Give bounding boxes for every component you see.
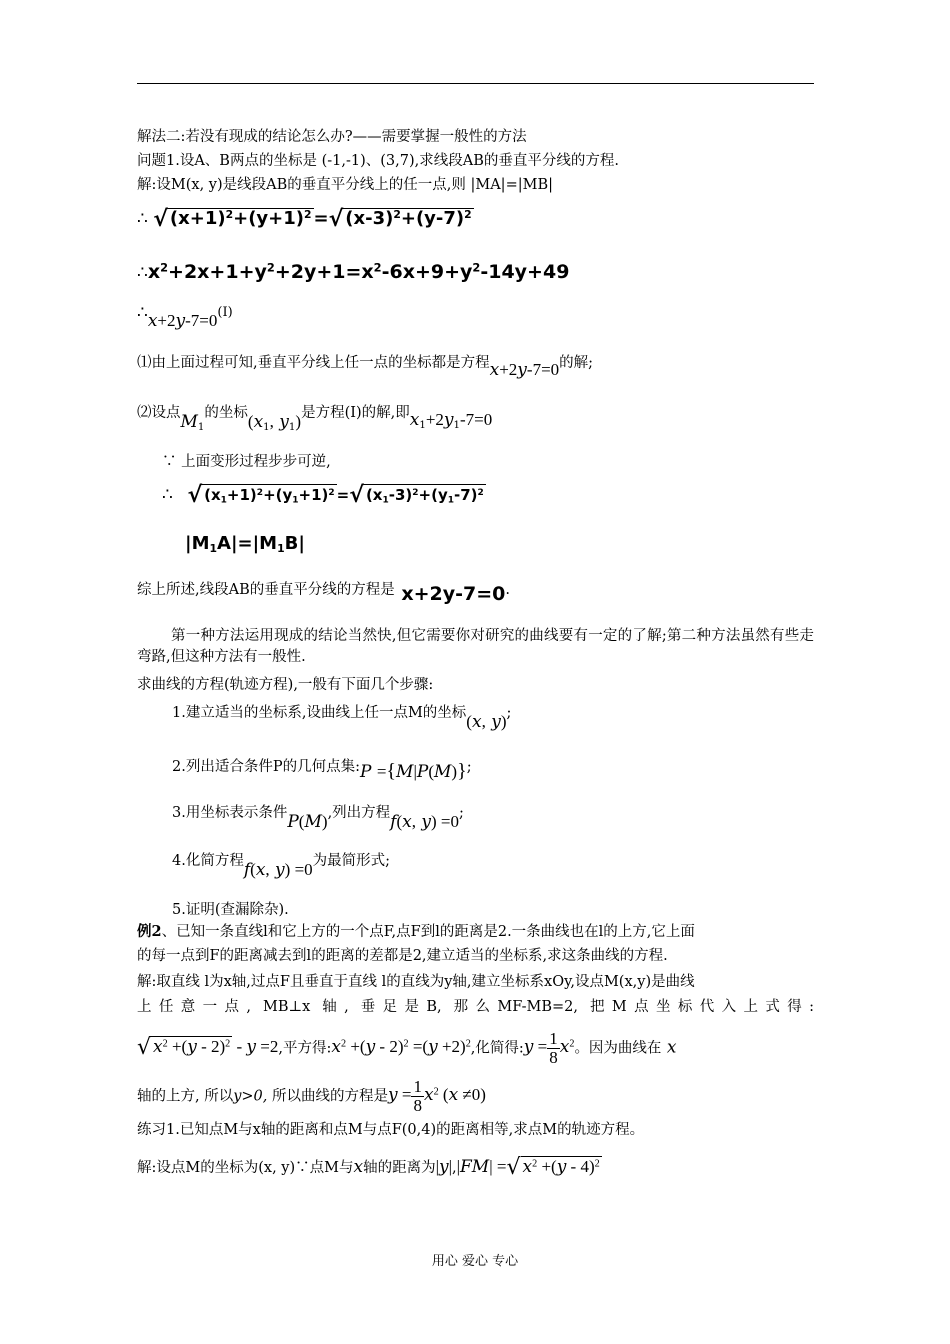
solution-line-1: 解:取直线 l为x轴,过点F且垂直于直线 l的直线为y轴,建立坐标系xOy,设点M(x,y)是曲线 — [137, 974, 695, 990]
example-2-line-2: 的每一点到F的距离减去到l的距离的差都是2,建立适当的坐标系,求这条曲线的方程. — [137, 948, 668, 964]
method-two-heading: 解法二:若没有现成的结论怎么办?——需要掌握一般性的方法 — [137, 129, 527, 145]
step-3: 3.用坐标表示条件P(M),列出方程f(x, y) =0; — [172, 805, 464, 832]
solution-line-4: 轴的上方, 所以y>0, 所以曲线的方程是y = $\frac{1}{8}$ $x^2$ (x ≠0) — [137, 1077, 486, 1115]
example-2-line-1: 例2、已知一条直线l和它上方的一个点F,点F到l的距离是2.一条曲线也在l的上方,它上面 — [137, 923, 695, 940]
point-1: ⑴由上面过程可知,垂直平分线上任一点的坐标都是方程x+2y-7=0的解; — [137, 355, 594, 380]
point-2: ⑵设点$M_1$的坐标($x_1$, $y_1$)是方程(Ⅰ)的解,即$x_1+2y_1-7=0$ — [137, 405, 493, 434]
solution-setup: 解:设M(x, y)是线段AB的垂直平分线上的任一点,则 |MA|=|MB| — [137, 177, 553, 193]
problem-1: 问题1.设A、B两点的坐标是 (-1,-1)、(3,7),求线段AB的垂直平分线的方程. — [137, 153, 619, 169]
step-1: 1.建立适当的坐标系,设曲线上任一点M的坐标(x, y); — [172, 705, 512, 732]
equation-distance-roots: ∴ √ $(x+1)^2+(y+1)^2$ =√ $(x-3)^2+(y-7)^2$ — [137, 207, 472, 232]
method-comparison: 第一种方法运用现成的结论当然快,但它需要你对研究的曲线要有一定的了解;第二种方法虽然有些走弯路,但这种方法有一般性. — [137, 628, 814, 665]
practice-1: 练习1.已知点M与x轴的距离和点M与点F(0,4)的距离相等,求点M的轨迹方程。 — [137, 1122, 645, 1138]
equation-m1-roots: ∴ √ $(x_1+1)^2+(y_1+1)^2$ =√ $(x_1-3)^2+(y_1-7)^2$ — [162, 483, 484, 508]
summary: 综上所述,线段AB的垂直平分线的方程是 x+2y-7=0. — [137, 582, 511, 605]
solution-line-3: √ $x^2 +(y - 2)^2 - y =2$,平方得$:x^2 +(y - 2)^2 =(y +2)^2$,化简得:y = $\frac{1}{8}$ $x^2$。因为曲线在 x — [137, 1029, 677, 1067]
solution-line-2: 上任意一点, MB⊥x 轴, 垂足是B, 那么MF-MB=2, 把M点坐标代入上式得: — [137, 999, 814, 1015]
page-footer: 用心 爱心 专心 — [431, 1254, 519, 1269]
reversible-note: ∵ 上面变形过程步步可逆, — [162, 454, 331, 470]
practice-1-solution: 解:设点M的坐标为(x, y)∵点M与x轴的距离为|y|,|FM| =√ $x^2 +(y - 4)^2$ — [137, 1155, 600, 1180]
step-2: 2.列出适合条件P的几何点集:P ={M|P(M)}; — [172, 759, 472, 782]
steps-title: 求曲线的方程(轨迹方程),一般有下面几个步骤: — [137, 677, 434, 693]
equation-result-I: ∴x+2y-7=0(Ⅰ) — [137, 303, 233, 331]
step-4: 4.化简方程f(x, y) =0为最简形式; — [172, 853, 391, 880]
header-rule — [137, 83, 814, 84]
equation-m1-distance: $|M_1A|=|M_1B|$ — [185, 533, 305, 556]
step-5: 5.证明(查漏除杂). — [172, 902, 289, 918]
equation-expanded: $\therefore x^2+2x+1+y^2+2y+1=x^2-6x+9+y^2-14y+49$ — [137, 260, 570, 283]
